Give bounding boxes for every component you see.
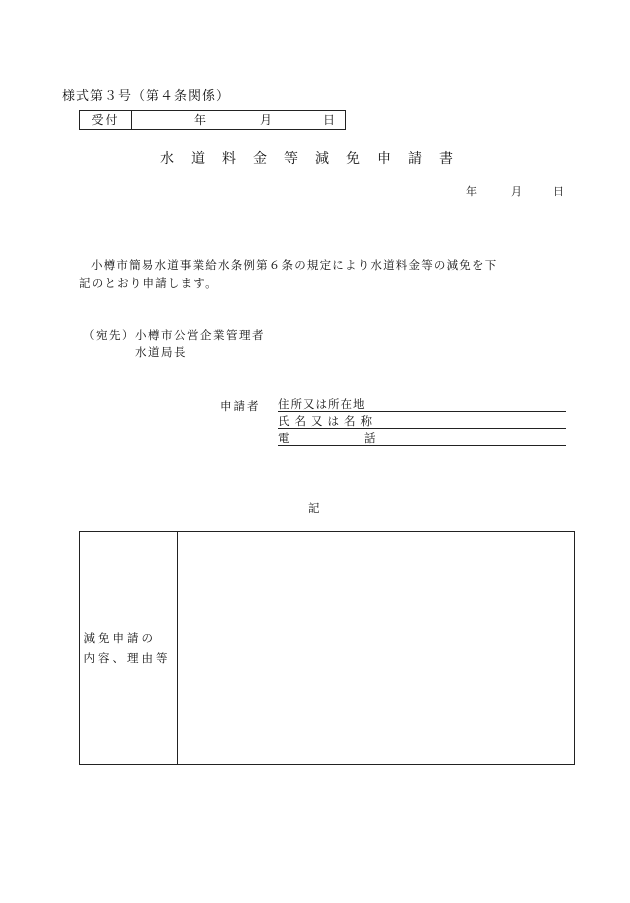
address-field[interactable] <box>278 397 566 412</box>
name-label: 氏名又は名称 <box>278 414 377 428</box>
form-number: 様式第３号（第４条関係） <box>62 89 231 104</box>
receipt-date <box>132 111 345 129</box>
reduction-label-line-1: 減免申請の <box>83 631 156 645</box>
receipt-month: 月 <box>260 113 273 127</box>
reduction-label-line-2: 内容、理由等 <box>83 651 171 665</box>
applicant-label: 申請者 <box>220 399 261 413</box>
date-day: 日 <box>553 185 564 198</box>
reduction-table <box>79 531 575 765</box>
addressee-prefix: （宛先） <box>83 328 135 342</box>
body-paragraph <box>79 256 554 292</box>
addressee-line-2: 水道局長 <box>135 345 187 359</box>
receipt-day: 日 <box>323 113 336 127</box>
phone-label-a: 電 <box>278 431 290 445</box>
phone-label-b: 話 <box>364 431 376 445</box>
document-title: 水道料金等減免申請書 <box>160 151 470 167</box>
name-field[interactable] <box>278 414 566 429</box>
body-line-2: 記のとおり申請します。 <box>79 276 218 290</box>
ki-heading: 記 <box>308 501 320 515</box>
receipt-year: 年 <box>194 113 207 127</box>
reduction-content-cell[interactable] <box>178 532 574 764</box>
date-month: 月 <box>511 185 522 198</box>
address-label: 住所又は所在地 <box>278 397 366 411</box>
body-line-1: 小樽市簡易水道事業給水条例第６条の規定により水道料金等の減免を下 <box>91 258 498 272</box>
addressee-line-1: 小樽市公営企業管理者 <box>135 328 265 342</box>
reduction-label-cell <box>80 532 178 764</box>
addressee <box>83 326 265 344</box>
date-year: 年 <box>466 185 477 198</box>
receipt-box <box>79 110 346 130</box>
receipt-label: 受付 <box>80 111 132 129</box>
phone-field[interactable] <box>278 431 566 446</box>
